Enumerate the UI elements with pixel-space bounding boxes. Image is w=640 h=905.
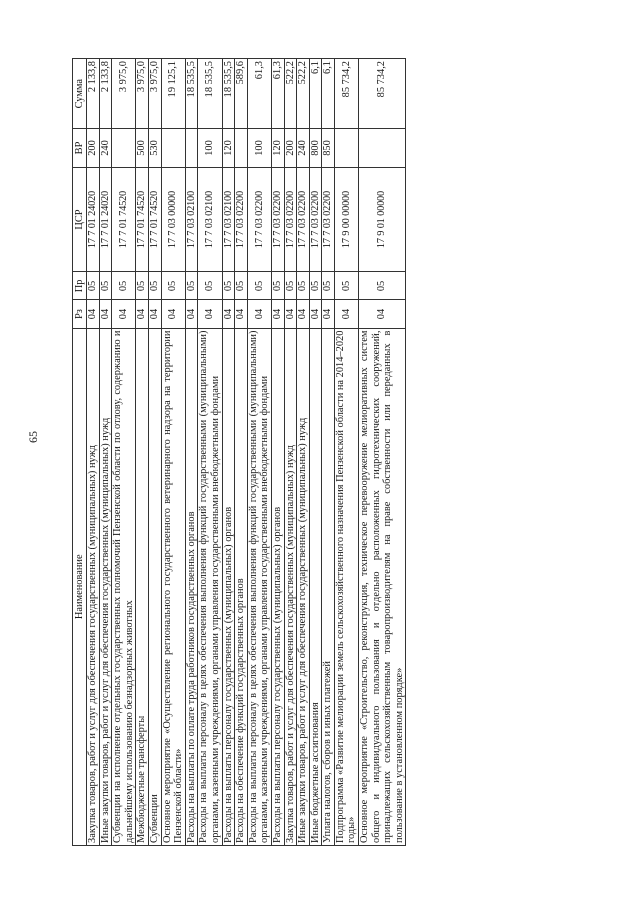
cell-vr: 120 [271,129,284,167]
cell-sum: 589,6 [235,59,248,129]
cell-pr: 05 [99,272,112,300]
cell-csr: 17 7 03 02200 [235,167,248,272]
page-number: 65 [26,431,40,443]
cell-rz: 04 [359,300,406,328]
cell-csr: 17 7 03 02200 [271,167,284,272]
cell-sum: 85 734,2 [359,59,406,129]
cell-name: Иные закупки товаров, работ и услуг для обеспечения государственных (муниципальных) нужд [297,328,310,845]
table-row [309,59,322,846]
cell-csr: 17 9 01 00000 [359,167,406,272]
cell-sum: 18 535,5 [222,59,235,129]
table-row [297,59,310,846]
cell-rz: 04 [334,300,358,328]
cell-csr: 17 7 03 02100 [185,167,198,272]
cell-rz: 04 [309,300,322,328]
cell-vr [112,129,136,167]
table-row [322,59,335,846]
cell-sum: 522,2 [284,59,297,129]
cell-pr: 05 [284,272,297,300]
table-row [334,59,358,846]
cell-pr: 05 [297,272,310,300]
cell-sum: 3 975,0 [136,59,149,129]
cell-csr: 17 7 01 74520 [112,167,136,272]
cell-name: Субвенции [148,328,161,845]
cell-sum: 522,2 [297,59,310,129]
cell-pr: 05 [185,272,198,300]
cell-name: Подпрограмма «Развитие мелиорации земель сельскохозяйственного назначения Пензенской области на 2014–2020 годы» [334,328,358,845]
cell-name: Уплата налогов, сборов и иных платежей [322,328,335,845]
cell-rz: 04 [198,300,222,328]
cell-name: Расходы на выплаты персоналу в целях обеспечения выполнения функций государственными (муниципальными) органами, казенными учреждениями, органами управления государственными внебюджетными фондами [247,328,271,845]
table-row [112,59,136,846]
cell-vr: 530 [148,129,161,167]
cell-rz: 04 [222,300,235,328]
cell-rz: 04 [161,300,185,328]
cell-name: Иные бюджетные ассигнования [309,328,322,845]
table-row [161,59,185,846]
cell-csr: 17 7 03 02200 [322,167,335,272]
header-pr: Пр [73,272,87,300]
cell-name: Субвенции на исполнение отдельных государственных полномочий Пензенской области по отлову, содержанию и дальнейшему использованию безнадзорных животных [112,328,136,845]
cell-sum: 3 975,0 [148,59,161,129]
table-row [99,59,112,846]
header-rz: Рз [73,300,87,328]
cell-vr: 100 [247,129,271,167]
cell-vr: 200 [284,129,297,167]
cell-csr: 17 7 03 02200 [247,167,271,272]
table-row [148,59,161,846]
cell-rz: 04 [284,300,297,328]
cell-vr: 240 [99,129,112,167]
cell-sum: 61,3 [271,59,284,129]
cell-csr: 17 7 03 02100 [198,167,222,272]
cell-sum: 61,3 [247,59,271,129]
header-sum: Сумма [73,59,87,129]
cell-csr: 17 7 01 74520 [148,167,161,272]
cell-csr: 17 7 03 02100 [222,167,235,272]
table-header-row [73,59,87,846]
cell-name: Межбюджетные трансферты [136,328,149,845]
cell-csr: 17 7 03 02200 [297,167,310,272]
cell-rz: 04 [99,300,112,328]
cell-rz: 04 [87,300,100,328]
cell-rz: 04 [136,300,149,328]
cell-csr: 17 7 01 74520 [136,167,149,272]
cell-vr: 850 [322,129,335,167]
cell-pr: 05 [112,272,136,300]
header-vr: ВР [73,129,87,167]
cell-csr: 17 7 03 02200 [284,167,297,272]
cell-rz: 04 [112,300,136,328]
cell-vr: 120 [222,129,235,167]
cell-pr: 05 [271,272,284,300]
cell-vr: 500 [136,129,149,167]
budget-table [72,58,406,846]
table-row [87,59,100,846]
cell-pr: 05 [359,272,406,300]
cell-sum: 85 734,2 [334,59,358,129]
cell-rz: 04 [271,300,284,328]
cell-pr: 05 [87,272,100,300]
cell-sum: 18 535,5 [185,59,198,129]
cell-name: Расходы на обеспечение функций государственных органов [235,328,248,845]
rotated-table-container [72,58,406,846]
cell-csr: 17 7 01 24020 [87,167,100,272]
cell-vr [185,129,198,167]
table-row [198,59,222,846]
cell-pr: 05 [222,272,235,300]
cell-name: Расходы на выплаты по оплате труда работников государственных органов [185,328,198,845]
cell-name: Основное мероприятие «Осуществление регионального государственного ветеринарного надзора на территории Пензенской области» [161,328,185,845]
cell-rz: 04 [247,300,271,328]
cell-pr: 05 [334,272,358,300]
table-row [222,59,235,846]
cell-csr: 17 7 01 24020 [99,167,112,272]
cell-sum: 2 133,8 [99,59,112,129]
table-row [235,59,248,846]
cell-rz: 04 [235,300,248,328]
table-row [136,59,149,846]
cell-name: Основное мероприятие «Строительство, реконструкция, техническое перевооружение мелиоративных систем общего и индивидуального пользования и отдельно расположенных гидротехнических сооружений, принадлежащих сельскохозяйственным товаропроизводителям на праве собственности или переданных в пользование в установленном порядке» [359,328,406,845]
cell-pr: 05 [136,272,149,300]
cell-sum: 2 133,8 [87,59,100,129]
cell-rz: 04 [185,300,198,328]
header-csr: ЦСР [73,167,87,272]
table-row [271,59,284,846]
table-row [359,59,406,846]
table-body [87,59,406,846]
cell-sum: 3 975,0 [112,59,136,129]
cell-sum: 6,1 [322,59,335,129]
cell-rz: 04 [148,300,161,328]
cell-vr: 200 [87,129,100,167]
cell-vr [161,129,185,167]
cell-pr: 05 [198,272,222,300]
table-row [247,59,271,846]
cell-name: Расходы на выплаты персоналу в целях обеспечения выполнения функций государственными (муниципальными) органами, казенными учреждениями, органами управления государственными внебюджетными фондами [198,328,222,845]
cell-name: Закупка товаров, работ и услуг для обеспечения государственных (муниципальных) нужд [87,328,100,845]
cell-vr [334,129,358,167]
cell-rz: 04 [297,300,310,328]
cell-sum: 6,1 [309,59,322,129]
header-name: Наименование [73,328,87,845]
cell-name: Иные закупки товаров, работ и услуг для обеспечения государственных (муниципальных) нужд [99,328,112,845]
cell-vr [235,129,248,167]
cell-vr [359,129,406,167]
cell-pr: 05 [322,272,335,300]
cell-rz: 04 [322,300,335,328]
table-row [284,59,297,846]
cell-sum: 18 535,5 [198,59,222,129]
cell-vr: 800 [309,129,322,167]
cell-sum: 19 125,1 [161,59,185,129]
cell-vr: 100 [198,129,222,167]
table-row [185,59,198,846]
cell-pr: 05 [235,272,248,300]
cell-csr: 17 9 00 00000 [334,167,358,272]
cell-csr: 17 7 03 02200 [309,167,322,272]
cell-name: Закупка товаров, работ и услуг для обеспечения государственных (муниципальных) нужд [284,328,297,845]
cell-name: Расходы на выплаты персоналу государственных (муниципальных) органов [271,328,284,845]
cell-pr: 05 [148,272,161,300]
cell-csr: 17 7 03 00000 [161,167,185,272]
cell-pr: 05 [309,272,322,300]
cell-pr: 05 [247,272,271,300]
cell-name: Расходы на выплаты персоналу государственных (муниципальных) органов [222,328,235,845]
cell-vr: 240 [297,129,310,167]
cell-pr: 05 [161,272,185,300]
